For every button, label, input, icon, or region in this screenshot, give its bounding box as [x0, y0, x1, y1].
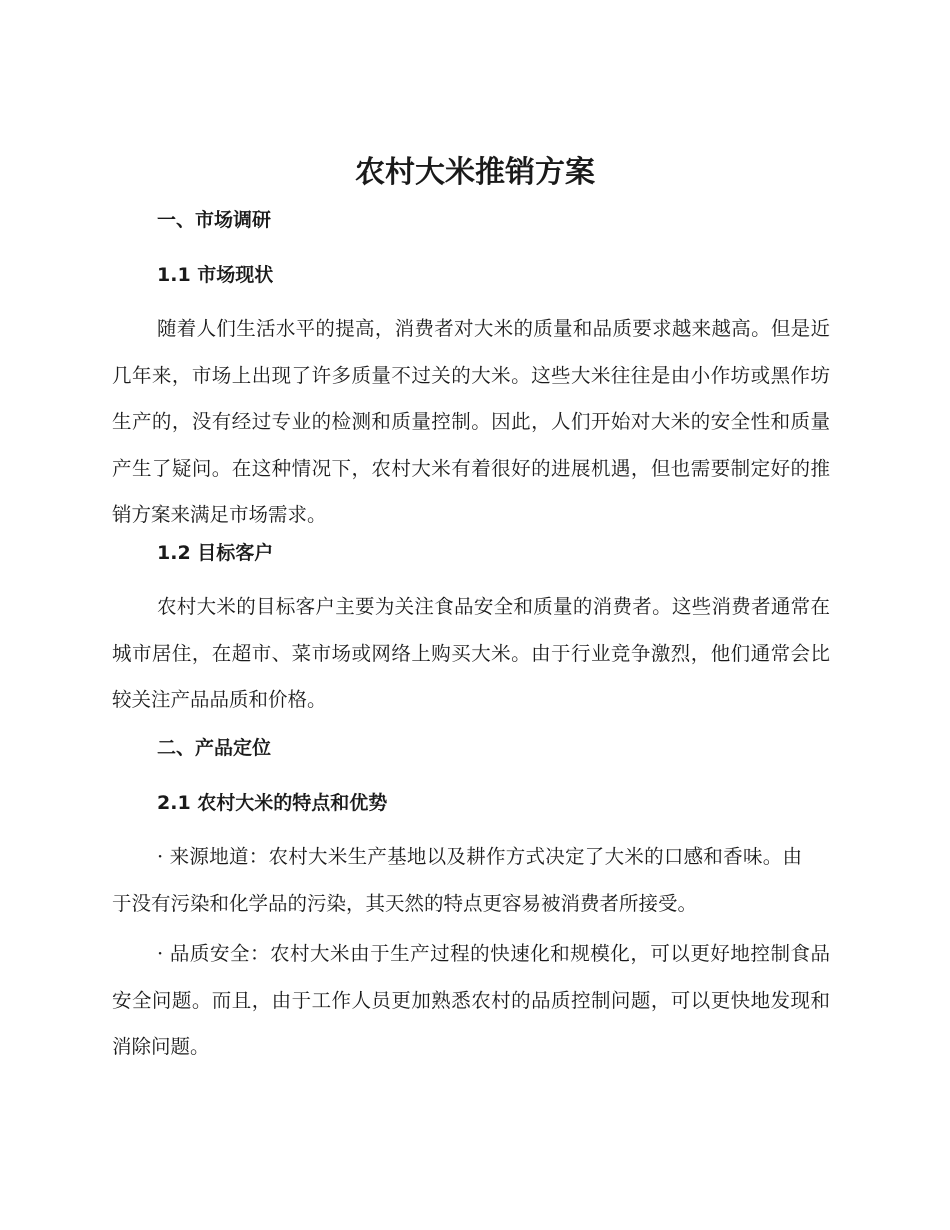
- subsection-heading-features-advantages: 2.1 农村大米的特点和优势: [157, 792, 388, 814]
- paragraph-quality-safety: · 品质安全：农村大米由于生产过程的快速化和规模化，可以更好地控制食品安全问题。而且，由于工作人员更加熟悉农村的品质控制问题，可以更快地发现和消除问题。: [112, 942, 830, 1058]
- subsection-heading-market-status: 1.1 市场现状: [157, 264, 274, 286]
- paragraph-market-status: 随着人们生活水平的提高，消费者对大米的质量和品质要求越来越高。但是近几年来，市场上出现了许多质量不过关的大米。这些大米往往是由小作坊或黑作坊生产的，没有经过专业的检测和质量控制。因此，人们开始对大米的安全性和质量产生了疑问。在这种情况下，农村大米有着很好的进展机遇，但也需要制定好的推销方案来满足市场需求。: [112, 317, 830, 526]
- subsection-heading-target-customers: 1.2 目标客户: [157, 542, 274, 564]
- paragraph-target-customers: 农村大米的目标客户主要为关注食品安全和质量的消费者。这些消费者通常在城市居住，在超市、菜市场或网络上购买大米。由于行业竞争激烈，他们通常会比较关注产品品质和价格。: [112, 595, 830, 711]
- paragraph-authentic-origin: · 来源地道：农村大米生产基地以及耕作方式决定了大米的口感和香味。由于没有污染和化学品的污染，其天然的特点更容易被消费者所接受。: [112, 845, 802, 915]
- section-heading-product-positioning: 二、产品定位: [157, 737, 272, 759]
- document-title: 农村大米推销方案: [355, 155, 595, 190]
- section-heading-market-research: 一、市场调研: [157, 209, 272, 231]
